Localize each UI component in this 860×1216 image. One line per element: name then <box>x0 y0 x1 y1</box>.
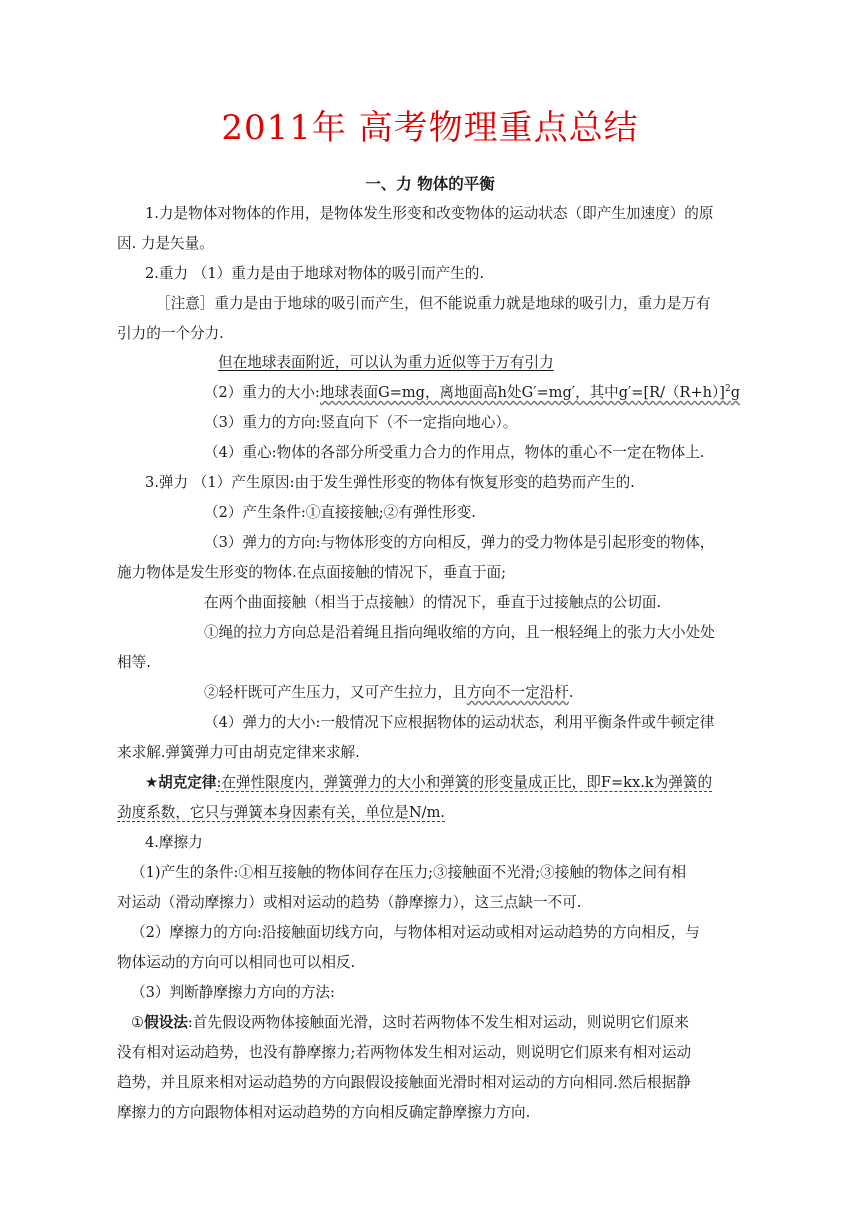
paragraph-line: 来求解.弹簧弹力可由胡克定律来求解. <box>117 744 360 761</box>
paragraph-line: 趋势，并且原来相对运动趋势的方向跟假设接触面光滑时相对运动的方向相同.然后根据静 <box>117 1074 691 1091</box>
hooke-law-text: :在弹性限度内，弹簧弹力的大小和弹簧的形变量成正比，即F=kx.k为弹簧的 <box>216 774 713 791</box>
rod-direction-emphasis: 方向不一定沿杆 <box>466 684 569 701</box>
paragraph-line: 对运动（滑动摩擦力）或相对运动的趋势（静摩擦力），这三点缺一不可. <box>117 894 582 911</box>
rod-line <box>204 682 574 704</box>
gravity-formula-text: 地球表面G=mg，离地面高h处G′=mg′，其中g′=[R/（R+h）] <box>319 384 725 401</box>
rod-line-text: ②轻杆既可产生压力，又可产生拉力，且 <box>204 684 467 701</box>
hooke-law-text: 劲度系数，它只与弹簧本身因素有关，单位是N/m. <box>117 804 446 821</box>
paragraph-line: ①绳的拉力方向总是沿着绳且指向绳收缩的方向，且一根轻绳上的张力大小处处 <box>204 624 715 641</box>
gravity-formula <box>320 384 740 401</box>
note-line: ［注意］重力是由于地球的吸引而产生，但不能说重力就是地球的吸引力，重力是万有 <box>156 295 711 312</box>
paragraph-line: 在两个曲面接触（相当于点接触）的情况下，垂直于过接触点的公切面. <box>204 594 662 611</box>
assumption-method-label: 假设法 <box>144 1014 188 1031</box>
paragraph-line: 施力物体是发生形变的物体.在点面接触的情况下，垂直于面; <box>117 564 506 581</box>
document-title: 2011年 高考物理重点总结 <box>221 108 639 148</box>
paragraph-line: （2）摩擦力的方向:沿接触面切线方向，与物体相对运动或相对运动趋势的方向相反，与 <box>131 924 700 941</box>
assumption-method-text: :首先假设两物体接触面光滑，这时若两物体不发生相对运动，则说明它们原来 <box>187 1014 689 1031</box>
formula-tail: g <box>730 384 741 401</box>
formula-exponent: 2 <box>724 384 731 395</box>
paragraph-line: 没有相对运动趋势，也没有静摩擦力;若两物体发生相对运动，则说明它们原来有相对运动 <box>117 1044 692 1061</box>
paragraph-line: （3）重力的方向:竖直向下（不一定指向地心）。 <box>204 414 518 431</box>
paragraph-line: 引力的一个分力. <box>117 325 224 342</box>
paragraph-line: （3）弹力的方向:与物体形变的方向相反，弹力的受力物体是引起形变的物体， <box>204 534 715 551</box>
paragraph-line: 1.力是物体对物体的作用，是物体发生形变和改变物体的运动状态（即产生加速度）的原 <box>145 205 714 222</box>
gravity-magnitude-line <box>204 382 740 404</box>
paragraph-line: （4）弹力的大小:一般情况下应根据物体的运动状态，利用平衡条件或牛顿定律 <box>204 714 715 731</box>
circled-number: ① <box>131 1014 145 1031</box>
paragraph-line: （4）重心:物体的各部分所受重力合力的作用点，物体的重心不一定在物体上. <box>204 444 705 461</box>
hooke-law-label: ★胡克定律 <box>145 774 217 791</box>
paragraph-line: 摩擦力的方向跟物体相对运动趋势的方向相反确定静摩擦力方向. <box>117 1104 531 1121</box>
assumption-method-line <box>131 1012 689 1034</box>
paragraph-line: 物体运动的方向可以相同也可以相反. <box>117 954 356 971</box>
paragraph-line: 3.弹力 （1）产生原因:由于发生弹性形变的物体有恢复形变的趋势而产生的. <box>145 474 635 491</box>
rod-line-end: . <box>568 684 574 701</box>
paragraph-line: 2.重力 （1）重力是由于地球对物体的吸引而产生的. <box>145 265 484 282</box>
underlined-line: 但在地球表面附近，可以认为重力近似等于万有引力 <box>218 354 554 371</box>
hooke-law-line <box>145 772 712 794</box>
hooke-law-line <box>117 802 445 824</box>
paragraph-line: （2）产生条件:①直接接触;②有弹性形变. <box>204 504 476 521</box>
section-heading: 一、力 物体的平衡 <box>365 175 495 193</box>
paragraph-line: （1)产生的条件:①相互接触的物体间存在压力;③接触面不光滑;③接触的物体之间有相 <box>131 864 687 881</box>
gravity-magnitude-label: （2）重力的大小: <box>204 384 320 401</box>
paragraph-line: 因. 力是矢量。 <box>117 235 214 252</box>
paragraph-line: （3）判断静摩擦力方向的方法: <box>131 984 335 1001</box>
paragraph-line: 相等. <box>117 654 151 671</box>
paragraph-line: 4.摩擦力 <box>145 834 203 851</box>
